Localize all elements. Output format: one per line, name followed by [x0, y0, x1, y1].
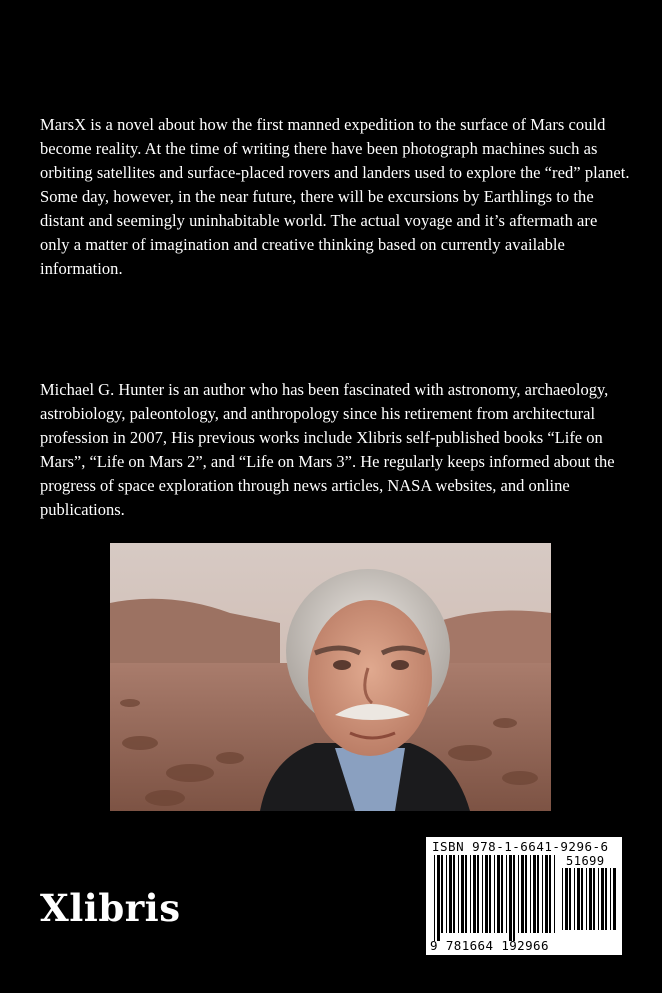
- barcode-bar: [482, 855, 483, 933]
- barcode-bar: [554, 855, 555, 933]
- barcode-bar: [434, 855, 435, 941]
- author-photo: [110, 543, 551, 811]
- barcode-bar: [518, 855, 519, 933]
- barcode-bar: [549, 855, 551, 933]
- barcode-bar: [525, 855, 527, 933]
- barcode-bar: [586, 868, 587, 930]
- barcode-bar: [530, 855, 531, 933]
- barcode-bar: [473, 855, 476, 933]
- barcode-bar: [593, 868, 595, 930]
- barcode-bar: [533, 855, 536, 933]
- barcode-bar: [509, 855, 512, 941]
- barcode-bar: [545, 855, 548, 933]
- barcode-bar: [565, 868, 568, 930]
- barcode-bar: [569, 868, 571, 930]
- barcode-bar: [453, 855, 455, 933]
- barcode-bar: [494, 855, 495, 933]
- barcode-bar: [437, 855, 440, 941]
- barcode-bar: [446, 855, 447, 933]
- barcode-bar: [562, 868, 563, 930]
- barcode-bar: [506, 855, 507, 933]
- barcode-bar: [613, 868, 616, 930]
- barcode-bar: [501, 855, 503, 933]
- barcode-bar: [470, 855, 471, 933]
- barcode-bar: [485, 855, 488, 933]
- barcode-bar: [574, 868, 575, 930]
- barcode-bar: [449, 855, 452, 933]
- barcode-bar: [465, 855, 467, 933]
- ean-barcode-bars: [434, 855, 558, 941]
- barcode-bar: [605, 868, 607, 930]
- barcode-bar: [513, 855, 515, 941]
- barcode-bar: [497, 855, 500, 933]
- barcode-bar: [601, 868, 604, 930]
- author-bio: Michael G. Hunter is an author who has been fascinated with astronomy, archaeology, astrobiology, paleontology, and anthropology since his retirement from architectural profession in 2007, His previous works include Xlibris self-published books “Life on Mars”, “Life on Mars 2”, and “Life on Mars 3”. He regularly keeps informed about the progress of space exploration through news articles, NASA websites, and online publications.: [40, 380, 615, 519]
- barcode-bar: [458, 855, 459, 933]
- barcode-bar: [537, 855, 539, 933]
- barcode-bar: [610, 868, 611, 930]
- barcode-bar: [542, 855, 543, 933]
- barcode-bar: [477, 855, 479, 933]
- ean-digits: 9 781664 192966: [430, 938, 549, 953]
- barcode-bar: [589, 868, 592, 930]
- barcode-bar: [461, 855, 464, 933]
- publisher-logo: Xlibris: [40, 886, 181, 930]
- barcode-bar: [581, 868, 583, 930]
- price-code: 51699: [566, 854, 605, 868]
- barcode-bar: [489, 855, 491, 933]
- barcode-bar: [441, 855, 443, 933]
- book-blurb: MarsX is a novel about how the first manned expedition to the surface of Mars could become reality. At the time of writing there have been photograph machines such as orbiting satellites and surface-placed rovers and landers used to explore the “red” planet. Some day, however, in the near future, there will be excursions by Earthlings to the distant and seemingly uninhabitable world. The actual voyage and it’s aftermath are only a matter of imagination and creative thinking based on currently available information.: [40, 115, 630, 278]
- barcode-bar: [598, 868, 599, 930]
- isbn-barcode: [426, 837, 622, 955]
- barcode-bar: [521, 855, 524, 933]
- addon-barcode-bars: [562, 868, 618, 938]
- barcode-bar: [577, 868, 580, 930]
- isbn-label: ISBN 978-1-6641-9296-6: [432, 839, 609, 854]
